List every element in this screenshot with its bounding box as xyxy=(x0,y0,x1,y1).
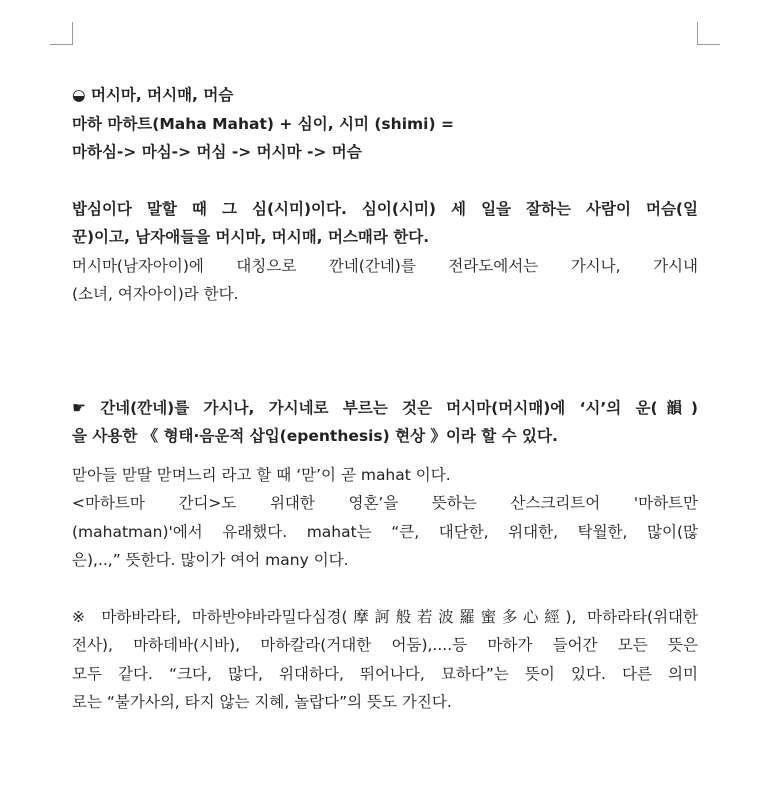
paragraph-line: 머시마(남자아이)에 대칭으로 깐네(간네)를 전라도에서는 가시나, 가시내 xyxy=(72,256,698,275)
section-mahat xyxy=(72,461,698,575)
section-etymology-heading xyxy=(72,81,698,167)
paragraph-line: 을 사용한 《 형태·음운적 삽입(epenthesis) 현상 》이라 할 수 있다. xyxy=(72,427,558,445)
paragraph-line: (소녀, 여자아이)라 한다. xyxy=(72,285,239,303)
section-paragraph-simi xyxy=(72,195,698,309)
heading-line xyxy=(72,81,698,110)
paragraph-line: 꾼)이고, 남자애들을 머시마, 머시매, 머스매라 한다. xyxy=(72,228,430,246)
paragraph-line: (mahatman)'에서 유래했다. mahat는 “큰, 대단한, 위대한, 탁월한, 많이(많 xyxy=(72,522,698,541)
paragraph-line xyxy=(72,394,698,423)
heading-text: 머시마, 머시매, 머슴 xyxy=(90,86,234,104)
paragraph-line: <마하트마 간디>도 위대한 영혼’을 뜻하는 산스크리트어 '마하트만 xyxy=(72,494,698,512)
paragraph-line: 은),..,” 뜻한다. 많이가 여어 many 이다. xyxy=(72,551,349,569)
paragraph-line: 모두 같다. “크다, 많다, 위대하다, 뛰어나다, 묘하다”는 뜻이 있다. 다른 의미 xyxy=(72,664,698,683)
paragraph-line: 밥심이다 말할 때 그 심(시미)이다. 심이(시미) 세 일을 잘하는 사람이 머슴(일 xyxy=(72,199,698,218)
section-epenthesis xyxy=(72,394,698,451)
paragraph-line: ※ 마하바라타, 마하반야바라밀다심경(摩訶般若波羅蜜多心經), 마하라타(위대한 xyxy=(72,607,698,626)
derivation-line: 마하심-> 마심-> 머심 -> 머시마 -> 머슴 xyxy=(72,143,362,161)
paragraph-line: 전사), 마하데바(시바), 마하칼라(거대한 어둠),....등 마하가 들어간 모든 뜻은 xyxy=(72,636,698,654)
crop-mark-top-left xyxy=(50,22,73,45)
paragraph-line: 맏아들 맏딸 맏며느리 라고 할 때 ‘맏’이 곧 mahat 이다. xyxy=(72,465,451,484)
half-circle-bullet-icon: ◒ xyxy=(72,86,86,104)
crop-mark-top-right xyxy=(697,22,720,45)
pointing-hand-icon: ☛ xyxy=(72,398,86,417)
formula-line: 마하 마하트(Maha Mahat) + 심이, 시미 (shimi) = xyxy=(72,114,454,133)
section-note-maha xyxy=(72,603,698,717)
paragraph-line: 로는 “불가사의, 타지 않는 지혜, 놀랍다”의 뜻도 가진다. xyxy=(72,693,452,711)
document-body xyxy=(72,81,698,717)
paragraph-text: 간네(깐네)를 가시나, 가시네로 부르는 것은 머시마(머시매)에 ‘시’의 운(韻) xyxy=(100,398,698,417)
